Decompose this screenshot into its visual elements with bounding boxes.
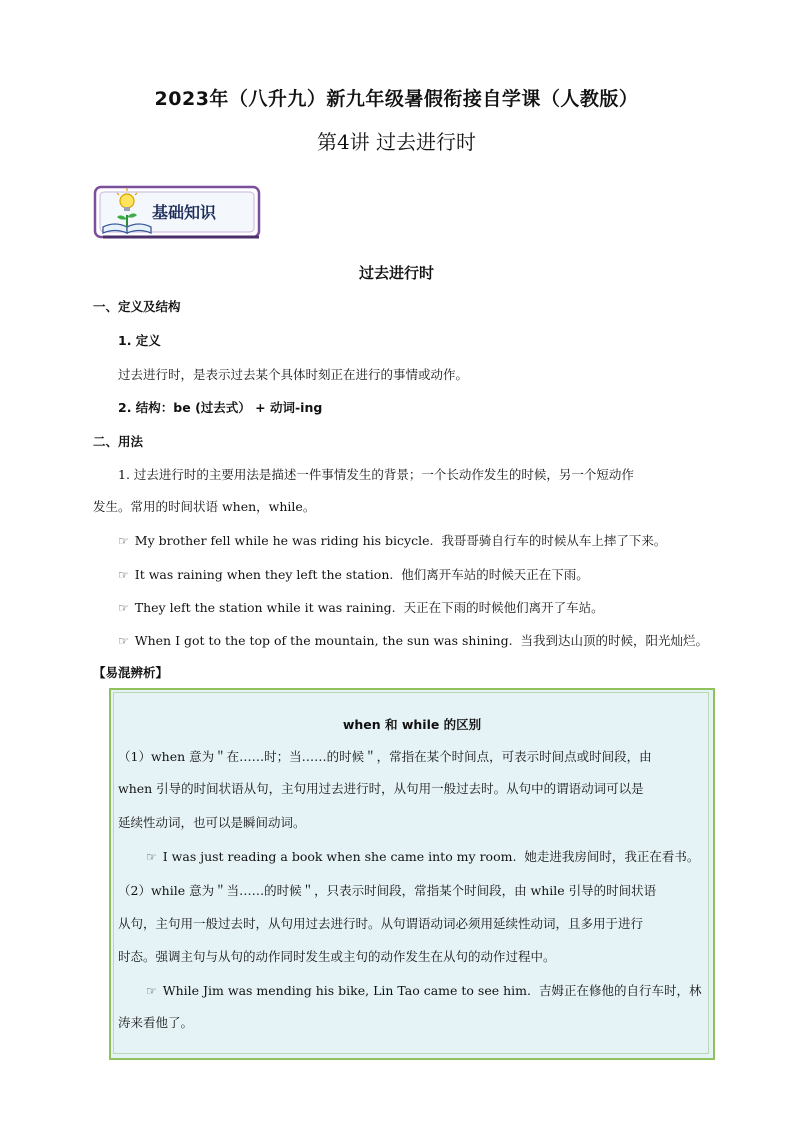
while-example xyxy=(146,981,701,1001)
structure-heading: 2. 结构：be (过去式） + 动词-ing xyxy=(118,400,323,415)
part2-heading: 二、用法 xyxy=(93,434,144,449)
example-zh: 当我到达山顶的时候，阳光灿烂。 xyxy=(520,633,709,648)
pointing-hand-icon: ☞ xyxy=(118,534,129,548)
pointing-hand-icon: ☞ xyxy=(146,984,157,998)
usage-line: 发生。常用的时间状语 when，while。 xyxy=(93,499,316,514)
example-line xyxy=(118,598,604,618)
example-en: It was raining when they left the station. xyxy=(134,567,394,582)
lesson-subtitle: 第4讲 过去进行时 xyxy=(316,130,477,154)
confusion-label: 【易混辨析】 xyxy=(93,665,169,680)
example-zh: 吉姆正在修他的自行车时，林 xyxy=(538,983,702,998)
example-en: My brother fell while he was riding his bicycle. xyxy=(134,533,434,548)
definition-heading: 1. 定义 xyxy=(118,333,161,348)
part1-heading: 一、定义及结构 xyxy=(93,299,181,314)
example-en: I was just reading a book when she came into my room. xyxy=(162,849,517,864)
pointing-hand-icon: ☞ xyxy=(118,601,129,615)
while-line: （2）while 意为＂当……的时候＂，只表示时间段，常指某个时间段，由 while 引导的时间状语 xyxy=(118,883,657,898)
comparison-box xyxy=(109,688,715,1060)
example-en: While Jim was mending his bike, Lin Tao came to see him. xyxy=(162,983,531,998)
pointing-hand-icon: ☞ xyxy=(118,634,129,648)
example-line xyxy=(118,565,589,585)
when-example xyxy=(146,847,699,867)
when-line: 延续性动词，也可以是瞬间动词。 xyxy=(118,815,306,830)
example-zh: 他们离开车站的时候天正在下雨。 xyxy=(401,567,589,582)
when-line: （1）when 意为＂在……时；当……的时候＂，常指在某个时间点，可表示时间点或时间段，由 xyxy=(118,749,652,764)
example-zh: 我哥哥骑自行车的时候从车上摔了下来。 xyxy=(441,533,667,548)
example-zh: 她走进我房间时，我正在看书。 xyxy=(524,849,700,864)
example-line xyxy=(118,531,666,551)
badge-label: 基础知识 xyxy=(152,203,217,222)
while-example-continuation: 涛来看他了。 xyxy=(118,1015,194,1030)
comparison-box-title: when 和 while 的区别 xyxy=(342,717,482,732)
definition-text: 过去进行时，是表示过去某个具体时刻正在进行的事情或动作。 xyxy=(118,367,469,382)
when-line: when 引导的时间状语从句，主句用过去进行时，从句用一般过去时。从句中的谓语动词可以是 xyxy=(118,781,644,796)
section-title: 过去进行时 xyxy=(358,264,434,282)
while-line: 从句，主句用一般过去时，从句用过去进行时。从句谓语动词必须用延续性动词，且多用于进行 xyxy=(118,916,644,931)
usage-line: 1. 过去进行时的主要用法是描述一件事情发生的背景；一个长动作发生的时候，另一个短动作 xyxy=(118,467,634,482)
example-zh: 天正在下雨的时候他们离开了车站。 xyxy=(403,600,604,615)
pointing-hand-icon: ☞ xyxy=(118,568,129,582)
pointing-hand-icon: ☞ xyxy=(146,850,157,864)
example-en: When I got to the top of the mountain, the sun was shining. xyxy=(134,633,513,648)
while-line: 时态。强调主句与从句的动作同时发生或主句的动作发生在从句的动作过程中。 xyxy=(118,949,556,964)
example-en: They left the station while it was raining. xyxy=(134,600,396,615)
document-title: 2023年（八升九）新九年级暑假衔接自学课（人教版） xyxy=(154,88,639,110)
example-line xyxy=(118,631,708,651)
